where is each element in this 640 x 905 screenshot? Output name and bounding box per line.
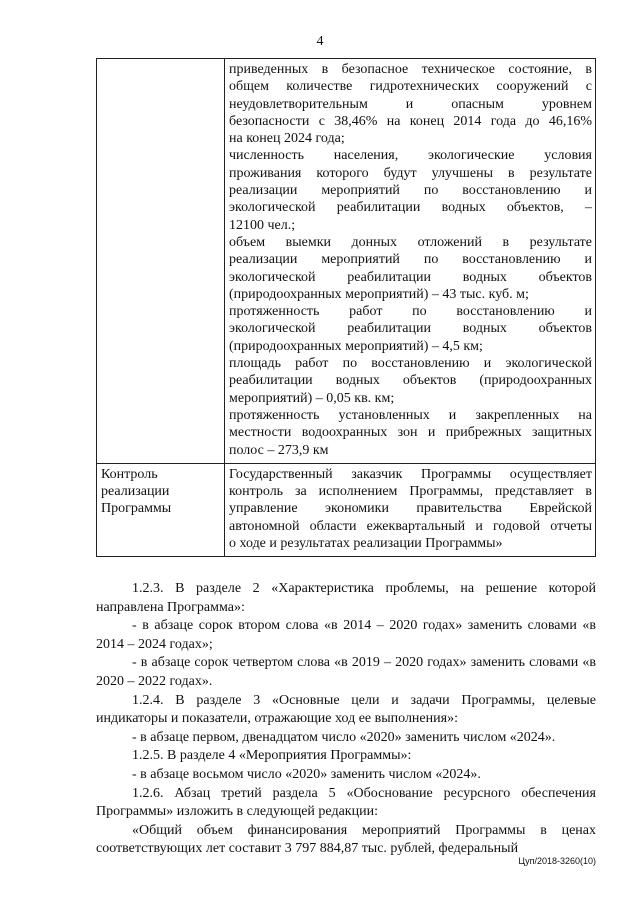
table-text-line: экологической реабилитации водных объектов <box>229 269 592 285</box>
table-text-line: экологической реабилитации водных объектов <box>229 321 592 337</box>
table-cell-content <box>225 59 596 464</box>
table-text-line: на конец 2024 года; <box>229 131 345 147</box>
table-text-line: площадь работ по восстановлению и экологической <box>229 356 592 372</box>
table-label-line: Контроль <box>101 466 158 482</box>
table-label-line: Программы <box>101 501 172 517</box>
document-code: Цуп/2018-3260(10) <box>518 856 596 866</box>
table-text-line: управление экономики правительства Еврейской <box>229 501 592 517</box>
table-text-line: протяженность работ по восстановлению и <box>229 304 592 320</box>
paragraph: «Общий объем финансирования мероприятий Программы в ценах соответствующих лет составит 3 797 884,87 тыс. рублей, федеральный <box>96 822 596 857</box>
table-text-line: экологической реабилитации водных объектов, – <box>229 200 592 216</box>
paragraph: 1.2.6. Абзац третий раздела 5 «Обоснование ресурсного обеспечения Программы» изложить в следующей редакции: <box>96 785 596 820</box>
table-text-line: неудовлетворительным и опасным уровнем <box>229 96 592 112</box>
table-text-line: безопасности с 38,46% на конец 2014 года до 46,16% <box>229 113 592 129</box>
paragraph: - в абзаце восьмом число «2020» заменить числом «2024». <box>132 766 481 782</box>
table-text-line: (природоохранных мероприятий) – 43 тыс. куб. м; <box>229 286 529 302</box>
table-text-line: проживания которого будут улучшены в результате <box>229 165 592 181</box>
table-text-line: общем количестве гидротехнических сооружений с <box>229 79 592 95</box>
table-text-line: численность населения, экологические условия <box>229 148 592 164</box>
table-text-line: реабилитации водных объектов (природоохранных <box>229 373 592 389</box>
table-text-line: протяженность установленных и закрепленных на <box>229 407 592 423</box>
table-text-line: реализации мероприятий по восстановлению и <box>229 252 592 268</box>
table-cell-label <box>97 463 225 556</box>
table-text-line: мероприятий) – 0,05 кв. км; <box>229 390 395 406</box>
paragraph: - в абзаце первом, двенадцатом число «2020» заменить числом «2024». <box>132 729 556 745</box>
table-text-line: Государственный заказчик Программы осуществляет <box>229 466 592 482</box>
table-text-line: (природоохранных мероприятий) – 4,5 км; <box>229 338 483 354</box>
table-text-line: реализации мероприятий по восстановлению и <box>229 183 592 199</box>
table-text-line: о ходе и результатах реализации Программы» <box>229 536 503 552</box>
table-cell-label <box>97 59 225 464</box>
table-text-line: контроль за исполнением Программы, представляет в <box>229 484 592 500</box>
table-text-line: полос – 273,9 км <box>229 442 329 458</box>
table-text-line: приведенных в безопасное техническое состояние, в <box>229 62 592 77</box>
table-text-line: местности водоохранных зон и прибрежных защитных <box>229 425 592 441</box>
table-text-line: объем выемки донных отложений в результате <box>229 234 592 250</box>
paragraph: 1.2.5. В разделе 4 «Мероприятия Программы»: <box>132 748 412 764</box>
paragraph: 1.2.4. В разделе 3 «Основные цели и задачи Программы, целевые индикаторы и показатели, отражающие ход ее выполнения»: <box>96 692 596 727</box>
page-number: 4 <box>316 34 324 49</box>
table-row <box>97 59 596 464</box>
table-label-line: реализации <box>101 484 170 500</box>
paragraph: - в абзаце сорок втором слова «в 2014 – 2020 годах» заменить словами «в 2014 – 2024 годах»; <box>96 618 596 652</box>
table-cell-content <box>225 463 596 556</box>
table-row <box>97 463 596 556</box>
paragraph: - в абзаце сорок четвертом слова «в 2019 – 2020 годах» заменить словами «в 2020 – 2022 годах». <box>96 655 596 689</box>
table-text-line: 12100 чел.; <box>229 217 296 233</box>
table-text-line: автономной области ежеквартальный и годовой отчеты <box>229 518 592 534</box>
program-passport-table <box>96 58 596 557</box>
document-body <box>96 580 596 859</box>
paragraph: 1.2.3. В разделе 2 «Характеристика проблемы, на решение которой направлена Программа»: <box>96 581 596 615</box>
